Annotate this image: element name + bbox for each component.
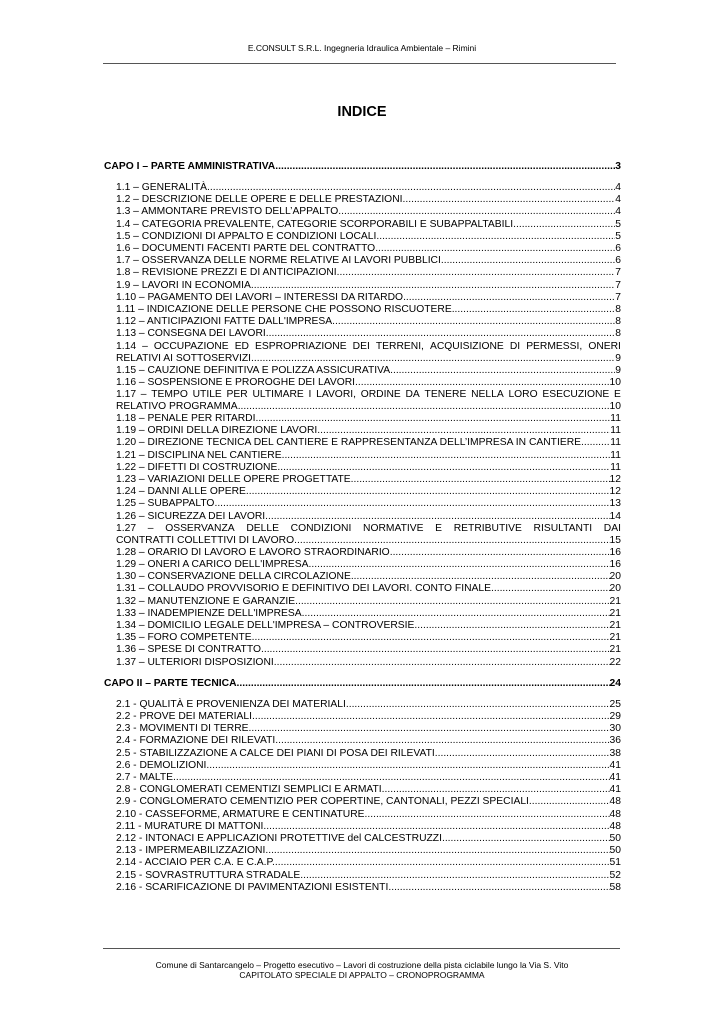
toc-page-number: 3 xyxy=(615,161,621,172)
toc-page-number: 29 xyxy=(609,711,621,722)
toc-entry-label: 2.5 - STABILIZZAZIONE A CALCE DEI PIANI DI POSA DEI RILEVATI xyxy=(116,747,435,759)
dot-leader xyxy=(275,735,609,747)
toc-entry[interactable] xyxy=(116,596,621,608)
toc-entry-label: 1.5 – CONDIZIONI DI APPALTO E CONDIZIONI LOCALI xyxy=(116,230,377,242)
dot-leader xyxy=(246,486,610,498)
toc-entry-label: 1.32 – MANUTENZIONE E GARANZIE xyxy=(116,595,296,607)
dot-leader xyxy=(238,401,610,413)
toc-page-number: 6 xyxy=(615,255,621,267)
toc-entry[interactable] xyxy=(116,255,621,267)
toc-entry-label-continued: RELATIVI AI SOTTOSERVIZI xyxy=(116,352,252,364)
dot-leader xyxy=(265,845,609,857)
toc-page-number: 7 xyxy=(615,291,621,303)
toc-chapter[interactable] xyxy=(104,678,621,690)
toc-entry[interactable] xyxy=(116,796,621,808)
toc-entry[interactable] xyxy=(116,657,621,669)
toc-entry[interactable] xyxy=(116,809,621,821)
dot-leader xyxy=(302,608,610,620)
toc-page-number: 5 xyxy=(615,218,621,230)
toc-entry-label: 1.7 – OSSERVANZA DELLE NORME RELATIVE AI LAVORI PUBBLICI xyxy=(116,255,441,267)
toc-entry[interactable] xyxy=(116,748,621,760)
toc-entry-label: 2.16 - SCARIFICAZIONE DI PAVIMENTAZIONI ESISTENTI xyxy=(116,881,389,893)
toc-entry-label: 1.20 – DIREZIONE TECNICA DEL CANTIERE E RAPPRESENTANZA DELL’IMPRESA IN CANTIERE xyxy=(116,437,582,449)
dot-leader xyxy=(317,425,610,437)
dot-leader xyxy=(263,821,609,833)
toc-entry-label: 1.8 – REVISIONE PREZZI E DI ANTICIPAZIONI xyxy=(116,267,337,279)
toc-entry[interactable] xyxy=(116,280,621,292)
toc-entry[interactable] xyxy=(116,341,621,365)
toc-entry-label: 1.29 – ONERI A CARICO DELL'IMPRESA xyxy=(116,559,309,570)
toc-entry[interactable] xyxy=(116,267,621,279)
dot-leader xyxy=(376,231,615,243)
toc-entry-label: 1.15 – CAUZIONE DEFINITIVA E POLIZZA ASSICURATIVA xyxy=(116,364,391,376)
toc-entry[interactable] xyxy=(116,723,621,735)
toc-page-number: 21 xyxy=(609,607,621,619)
toc-entry[interactable] xyxy=(116,571,621,583)
toc-page-number: 15 xyxy=(609,534,621,546)
page-header: E.CONSULT S.R.L. Ingegneria Idraulica Ambientale – Rimini xyxy=(247,43,477,53)
toc-entry[interactable] xyxy=(116,219,621,231)
toc-page-number: 21 xyxy=(609,595,621,607)
toc-entry[interactable] xyxy=(116,511,621,523)
toc-page-number: 11 xyxy=(610,413,621,424)
toc-page-number: 25 xyxy=(609,698,621,710)
toc-page-number: 4 xyxy=(615,182,621,193)
toc-entry-label: 1.21 – DISCIPLINA NEL CANTIERE xyxy=(116,449,282,461)
toc-entry-label: 1.14 – OCCUPAZIONE ED ESPROPRIAZIONE DEI TERRENI, ACQUISIZIONE DI PERMESSI, ONERI xyxy=(116,340,621,352)
toc-chapter[interactable] xyxy=(104,161,621,173)
dot-leader xyxy=(277,462,610,474)
toc-page-number: 21 xyxy=(609,644,621,656)
toc-entry[interactable] xyxy=(116,437,621,449)
toc-page-number: 8 xyxy=(615,316,621,328)
toc-entry[interactable] xyxy=(116,735,621,747)
dot-leader xyxy=(252,632,610,644)
toc-page-number: 38 xyxy=(609,747,621,759)
toc-page-number: 52 xyxy=(609,869,621,881)
dot-leader xyxy=(275,161,615,173)
toc-entry[interactable] xyxy=(116,316,621,328)
toc-entry-label: 2.8 - CONGLOMERATI CEMENTIZI SEMPLICI E ARMATI xyxy=(116,784,382,796)
toc-entry[interactable] xyxy=(116,292,621,304)
toc-page-number: 16 xyxy=(609,546,621,558)
toc-entry-label: 1.13 – CONSEGNA DEI LAVORI xyxy=(116,328,266,340)
toc-page-number: 12 xyxy=(609,486,621,498)
dot-leader xyxy=(355,377,610,389)
toc-entry-label: 1.34 – DOMICILIO LEGALE DELL'IMPRESA – CONTROVERSIE xyxy=(116,620,415,631)
toc-entry-label: 2.11 - MURATURE DI MATTONI xyxy=(116,820,264,832)
toc-entry-label: 1.2 – DESCRIZIONE DELLE OPERE E DELLE PRESTAZIONI xyxy=(116,194,403,206)
toc-page-number: 41 xyxy=(609,759,621,771)
toc-entry[interactable] xyxy=(116,182,621,194)
dot-leader xyxy=(338,206,615,218)
footer-project: Comune di Santarcangelo – Progetto esecutivo – Lavori di costruzione della pista ciclabile lungo la Via S. Vito xyxy=(155,960,569,970)
toc-page-number: 22 xyxy=(609,656,621,668)
toc-entry-label: 1.26 – SICUREZZA DEI LAVORI xyxy=(116,510,266,522)
toc-entry-label: 1.30 – CONSERVAZIONE DELLA CIRCOLAZIONE xyxy=(116,571,351,583)
toc-page-number: 11 xyxy=(610,425,621,437)
toc-page-number: 11 xyxy=(610,437,621,449)
dot-leader xyxy=(382,784,610,796)
dot-leader xyxy=(255,413,610,425)
toc-page-number: 41 xyxy=(609,784,621,796)
toc-page-number: 48 xyxy=(609,820,621,832)
toc-entry-label: 1.35 – FORO COMPETENTE xyxy=(116,632,252,644)
toc-page-number: 41 xyxy=(609,772,621,783)
toc-page-number: 20 xyxy=(609,571,621,583)
toc-entry[interactable] xyxy=(116,523,621,547)
toc-entry-label: 1.37 – ULTERIORI DISPOSIZIONI xyxy=(116,656,274,668)
toc-entry[interactable] xyxy=(116,328,621,340)
dot-leader xyxy=(529,796,610,808)
dot-leader xyxy=(388,882,609,894)
toc-page-number: 5 xyxy=(615,230,621,242)
toc-page-number: 7 xyxy=(615,267,621,279)
toc-entry-label: 2.7 - MALTE xyxy=(116,772,174,783)
toc-entry-label: 2.3 - MOVIMENTI DI TERRE xyxy=(116,723,249,735)
toc-entry-label: 2.4 - FORMAZIONE DEI RILEVATI xyxy=(116,735,276,747)
dot-leader xyxy=(351,474,610,486)
toc-entry-label: 2.12 - INTONACI E APPLICAZIONI PROTETTIVE del CALCESTRUZZI xyxy=(116,833,442,844)
dot-leader xyxy=(274,657,610,669)
toc-entry-label: 1.17 – TEMPO UTILE PER ULTIMARE I LAVORI, ORDINE DA TENERE NELLA LORO ESECUZIONE E xyxy=(116,389,621,400)
toc-entry-label: 1.19 – ORDINI DELLA DIREZIONE LAVORI xyxy=(116,425,318,437)
dot-leader xyxy=(375,243,615,255)
toc-page-number: 4 xyxy=(615,206,621,218)
toc-entry[interactable] xyxy=(116,365,621,377)
toc-entry[interactable] xyxy=(116,711,621,723)
dot-leader xyxy=(390,365,615,377)
dot-leader xyxy=(251,280,615,292)
toc-page-number: 11 xyxy=(610,449,621,461)
toc-page-number: 36 xyxy=(609,735,621,747)
toc-entry[interactable] xyxy=(116,450,621,462)
toc-page-number: 8 xyxy=(615,328,621,340)
toc-page-number: 50 xyxy=(609,833,621,844)
toc-entry-label: 2.15 - SOVRASTRUTTURA STRADALE xyxy=(116,869,301,881)
toc-entry[interactable] xyxy=(116,206,621,218)
toc-entry-label: 2.10 - CASSEFORME, ARMATURE E CENTINATURE xyxy=(116,808,365,820)
toc-entry[interactable] xyxy=(116,833,621,845)
dot-leader xyxy=(173,772,610,784)
toc-entry[interactable] xyxy=(116,845,621,857)
toc-entry[interactable] xyxy=(116,620,621,632)
dot-leader xyxy=(275,857,610,869)
dot-leader xyxy=(491,583,610,595)
dot-leader xyxy=(261,644,610,656)
dot-leader xyxy=(441,255,615,267)
toc-entry[interactable] xyxy=(116,559,621,571)
toc-entry-label: 2.14 - ACCIAIO PER C.A. E C.A.P. xyxy=(116,857,275,869)
toc-entry-label-continued: CONTRATTI COLLETTIVI DI LAVORO xyxy=(116,534,295,546)
toc-entry[interactable] xyxy=(116,870,621,882)
toc-entry-label: 1.11 – INDICAZIONE DELLE PERSONE CHE POSSONO RISCUOTERE xyxy=(116,304,452,315)
dot-leader xyxy=(452,304,616,316)
toc-page-number: 9 xyxy=(615,364,621,376)
dot-leader xyxy=(351,571,610,583)
toc-entry-label: 2.9 - CONGLOMERATO CEMENTIZIO PER COPERTINE, CANTONALI, PEZZI SPECIALI xyxy=(116,796,529,808)
dot-leader xyxy=(337,267,616,279)
toc-entry[interactable] xyxy=(116,413,621,425)
toc-entry[interactable] xyxy=(116,377,621,389)
toc-entry[interactable] xyxy=(116,498,621,510)
toc-page-number: 8 xyxy=(615,304,621,315)
toc-page-number: 50 xyxy=(609,845,621,857)
dot-leader xyxy=(252,711,610,723)
dot-leader xyxy=(442,833,610,845)
dot-leader xyxy=(403,292,615,304)
dot-leader xyxy=(581,437,610,449)
dot-leader xyxy=(390,547,610,559)
toc-entry-label: 1.24 – DANNI ALLE OPERE xyxy=(116,486,246,498)
toc-entry-label: 1.18 – PENALE PER RITARDI xyxy=(116,413,256,424)
dot-leader xyxy=(403,194,616,206)
toc-entry-label: 1.10 – PAGAMENTO DEI LAVORI – INTERESSI DA RITARDO xyxy=(116,291,404,303)
dot-leader xyxy=(414,620,609,632)
toc-chapter-label: CAPO II – PARTE TECNICA xyxy=(104,677,237,689)
toc-page-number: 21 xyxy=(609,620,621,631)
toc-page-number: 58 xyxy=(609,881,621,893)
toc-entry[interactable] xyxy=(116,760,621,772)
dot-leader xyxy=(249,723,610,735)
dot-leader xyxy=(266,328,616,340)
toc-page-number: 16 xyxy=(609,559,621,570)
toc-entry[interactable] xyxy=(116,462,621,474)
toc-entry[interactable] xyxy=(116,231,621,243)
dot-leader xyxy=(435,748,610,760)
toc-entry[interactable] xyxy=(116,243,621,255)
toc-page-number: 14 xyxy=(609,510,621,522)
toc-entry-label: 1.6 – DOCUMENTI FACENTI PARTE DEL CONTRATTO xyxy=(116,243,376,254)
toc-entry[interactable] xyxy=(116,547,621,559)
toc-entry-label: 1.36 – SPESE DI CONTRATTO xyxy=(116,644,261,656)
toc-entry-label: 1.27 – OSSERVANZA DELLE CONDIZIONI NORMATIVE E RETRIBUTIVE RISULTANTI DAI xyxy=(116,522,621,534)
toc-entry[interactable] xyxy=(116,486,621,498)
toc-entry-label: 1.23 – VARIAZIONI DELLE OPERE PROGETTATE xyxy=(116,474,351,485)
toc-entry-label: 1.22 – DIFETTI DI COSTRUZIONE xyxy=(116,461,278,473)
toc-page-number: 51 xyxy=(609,857,621,869)
toc-entry[interactable] xyxy=(116,699,621,711)
toc-entry-label: 1.4 – CATEGORIA PREVALENTE, CATEGORIE SCORPORABILI E SUBAPPALTABILI xyxy=(116,218,514,230)
toc-page-number: 10 xyxy=(609,376,621,388)
toc-entry-label-continued: RELATIVO PROGRAMMA xyxy=(116,401,238,412)
toc-entry[interactable] xyxy=(116,784,621,796)
dot-leader xyxy=(309,559,610,571)
dot-leader xyxy=(251,353,615,365)
dot-leader xyxy=(214,498,609,510)
toc-entry[interactable] xyxy=(116,194,621,206)
toc-page-number: 11 xyxy=(610,461,621,473)
footer-document: CAPITOLATO SPECIALE DI APPALTO – CRONOPROGRAMMA xyxy=(239,970,485,980)
toc-page-number: 10 xyxy=(609,401,621,412)
dot-leader xyxy=(265,511,609,523)
toc-entry-label: 1.16 – SOSPENSIONE E PROROGHE DEI LAVORI xyxy=(116,376,356,388)
dot-leader xyxy=(346,699,610,711)
toc-entry-label: 2.6 - DEMOLIZIONI xyxy=(116,759,207,771)
toc-entry[interactable] xyxy=(116,389,621,413)
dot-leader xyxy=(294,535,609,547)
footer-rule xyxy=(103,948,620,949)
toc-entry[interactable] xyxy=(116,821,621,833)
dot-leader xyxy=(282,450,611,462)
toc-page-number: 6 xyxy=(615,243,621,254)
dot-leader xyxy=(300,870,609,882)
dot-leader xyxy=(295,596,609,608)
toc-entry-label: 2.13 - IMPERMEABILIZZAZIONI xyxy=(116,845,266,857)
toc-entry-label: 2.2 - PROVE DEI MATERIALI xyxy=(116,711,252,722)
toc-page-number: 20 xyxy=(609,583,621,595)
toc-page-number: 13 xyxy=(609,498,621,510)
dot-leader xyxy=(207,182,615,194)
toc-entry[interactable] xyxy=(116,425,621,437)
toc-entry[interactable] xyxy=(116,632,621,644)
toc-page-number: 30 xyxy=(609,723,621,735)
dot-leader xyxy=(513,219,615,231)
toc-entry-label: 1.25 – SUBAPPALTO xyxy=(116,498,215,510)
toc-page-number: 21 xyxy=(609,632,621,644)
toc-entry[interactable] xyxy=(116,644,621,656)
toc-entry-label: 1.3 – AMMONTARE PREVISTO DELL’APPALTO xyxy=(116,206,339,218)
toc-chapter-label: CAPO I – PARTE AMMINISTRATIVA xyxy=(104,161,276,172)
toc-page-number: 7 xyxy=(615,279,621,291)
dot-leader xyxy=(237,678,610,690)
toc-entry-label: 1.1 – GENERALITÀ xyxy=(116,182,207,193)
toc-page-number: 48 xyxy=(609,796,621,808)
toc-entry-label: 1.33 – INADEMPIENZE DELL'IMPRESA xyxy=(116,607,302,619)
toc-entry-label: 2.1 - QUALITÀ E PROVENIENZA DEI MATERIALI xyxy=(116,698,346,710)
toc-entry-label: 1.28 – ORARIO DI LAVORO E LAVORO STRAORDINARIO xyxy=(116,546,390,558)
dot-leader xyxy=(365,809,610,821)
toc-page-number: 12 xyxy=(609,474,621,485)
toc-entry-label: 1.9 – LAVORI IN ECONOMIA xyxy=(116,279,251,291)
toc-entry[interactable] xyxy=(116,583,621,595)
toc-page-number: 48 xyxy=(609,808,621,820)
dot-leader xyxy=(332,316,615,328)
toc-page-number: 4 xyxy=(615,194,621,206)
toc-entry[interactable] xyxy=(116,608,621,620)
toc-entry[interactable] xyxy=(116,882,621,894)
toc-entry[interactable] xyxy=(116,474,621,486)
page-title: INDICE xyxy=(337,104,387,120)
toc-entry[interactable] xyxy=(116,772,621,784)
toc-page-number: 9 xyxy=(615,352,621,364)
toc-entry[interactable] xyxy=(116,304,621,316)
toc-entry[interactable] xyxy=(116,857,621,869)
toc-entry-label: 1.31 – COLLAUDO PROVVISORIO E DEFINITIVO DEI LAVORI. CONTO FINALE xyxy=(116,583,491,595)
dot-leader xyxy=(206,760,609,772)
toc-page-number: 24 xyxy=(609,677,621,689)
toc-entry-label: 1.12 – ANTICIPAZIONI FATTE DALL'IMPRESA xyxy=(116,316,333,328)
